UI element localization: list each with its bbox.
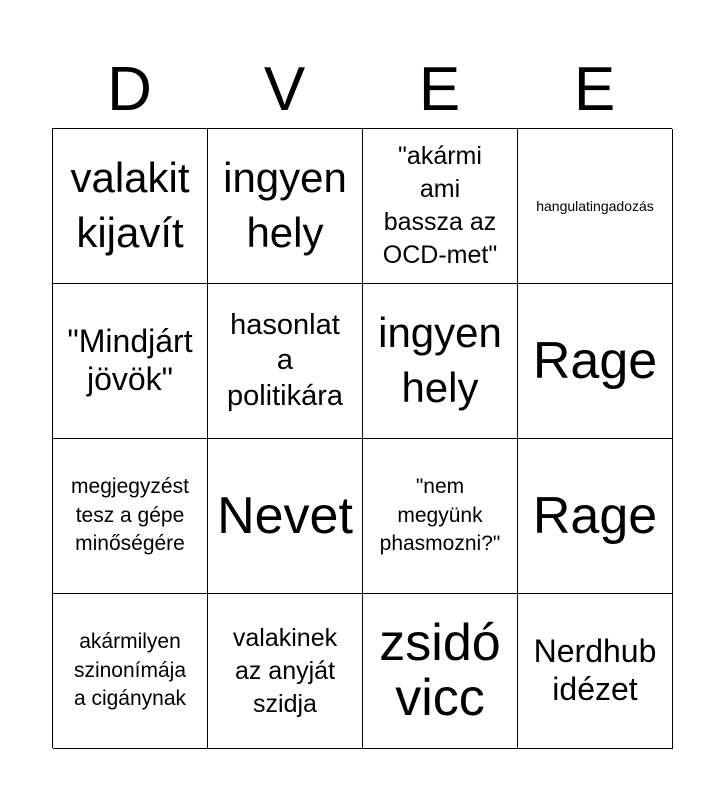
header-letter-4: E xyxy=(573,55,616,124)
bingo-cell[interactable]: ingyen hely xyxy=(363,284,518,439)
bingo-cell[interactable]: valakit kijavít xyxy=(53,129,208,284)
bingo-cell[interactable]: hasonlat a politikára xyxy=(208,284,363,439)
bingo-cell[interactable]: Rage xyxy=(518,284,673,439)
bingo-cell[interactable]: Rage xyxy=(518,439,673,594)
header-letter-3: E xyxy=(418,55,461,124)
bingo-cell[interactable]: zsidó vicc xyxy=(363,594,518,749)
bingo-board xyxy=(52,128,672,748)
bingo-cell[interactable]: hangulatingadozás xyxy=(518,129,673,284)
bingo-cell[interactable]: Nerdhub idézet xyxy=(518,594,673,749)
bingo-cell[interactable]: megjegyzést tesz a gépe minőségére xyxy=(53,439,208,594)
bingo-cell[interactable]: valakinek az anyját szidja xyxy=(208,594,363,749)
header-letter-2: V xyxy=(263,55,306,124)
bingo-cell[interactable]: "Mindjárt jövök" xyxy=(53,284,208,439)
header-letter-1: D xyxy=(107,55,152,124)
bingo-cell[interactable]: "nem megyünk phasmozni?" xyxy=(363,439,518,594)
bingo-cell[interactable]: akármilyen szinonímája a cigánynak xyxy=(53,594,208,749)
bingo-header xyxy=(52,52,672,128)
bingo-cell[interactable]: ingyen hely xyxy=(208,129,363,284)
bingo-cell[interactable]: Nevet xyxy=(208,439,363,594)
bingo-cell[interactable]: "akármi ami bassza az OCD-met" xyxy=(363,129,518,284)
